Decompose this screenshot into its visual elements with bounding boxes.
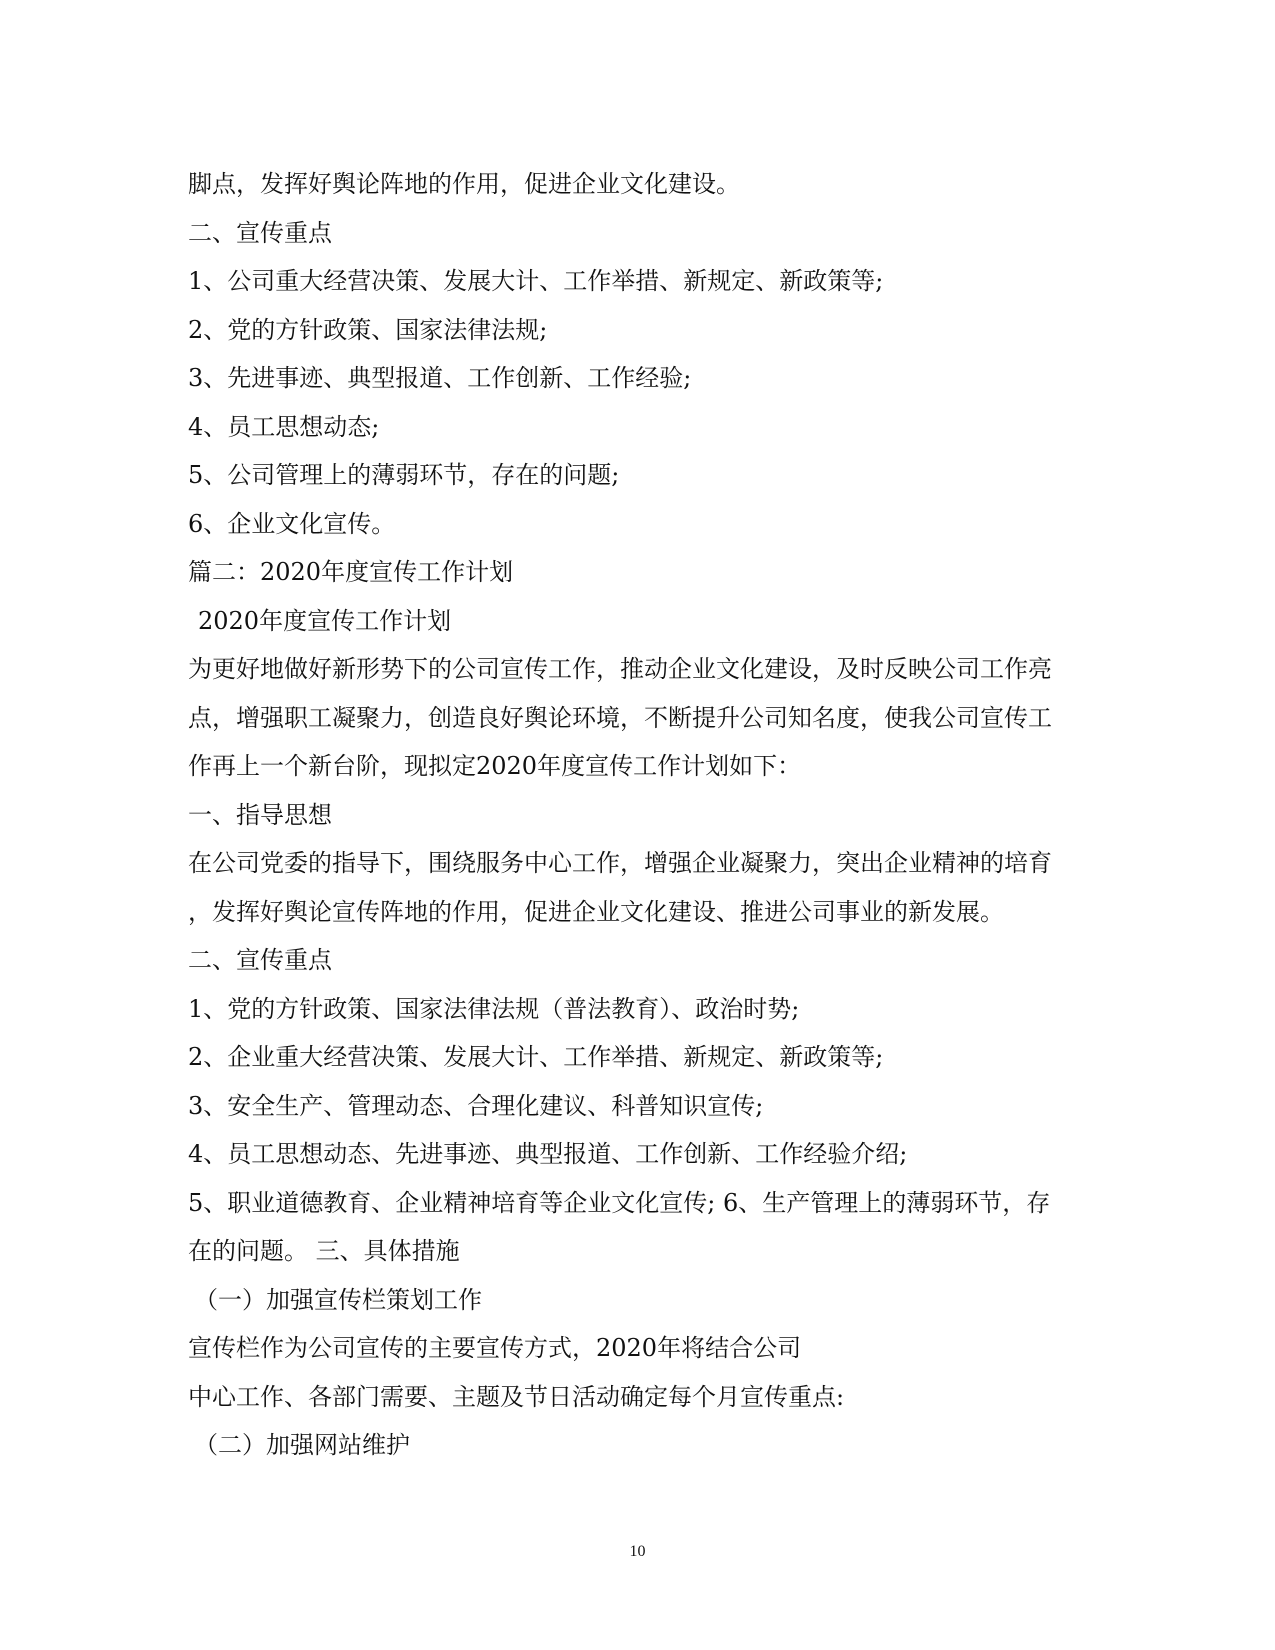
body-text-line: 中心工作、各部门需要、主题及节日活动确定每个月宣传重点: [188,1382,845,1411]
list-item: 2、党的方针政策、国家法律法规; [188,315,548,344]
list-item: 3、先进事迹、典型报道、工作创新、工作经验; [188,364,692,392]
body-text-line: 点，增强职工凝聚力，创造良好舆论环境，不断提升公司知名度，使我公司宣传工 [188,703,1052,732]
document-body [188,160,1088,1470]
body-text-line: 宣传栏作为公司宣传的主要宣传方式，2020年将结合公司 [188,1334,802,1362]
body-text-line: 脚点，发挥好舆论阵地的作用，促进企业文化建设。 [188,170,740,198]
list-item: 4、员工思想动态、先进事迹、典型报道、工作创新、工作经验介绍; [188,1140,908,1168]
subsection-heading: （一）加强宣传栏策划工作 [194,1285,482,1314]
list-item: 4、员工思想动态; [188,412,380,441]
list-item: 5、职业道德教育、企业精神培育等企业文化宣传; 6、生产管理上的薄弱环节，存 [188,1188,1051,1217]
section-heading: 一、指导思想 [188,800,332,829]
body-text-line: ，发挥好舆论宣传阵地的作用，促进企业文化建设、推进公司事业的新发展。 [188,897,1004,926]
list-item: 在的问题。 三、具体措施 [188,1237,460,1265]
section-heading: 二、宣传重点 [188,218,332,247]
list-item: 1、公司重大经营决策、发展大计、工作举措、新规定、新政策等; [188,267,884,295]
list-item: 3、安全生产、管理动态、合理化建议、科普知识宣传; [188,1091,764,1120]
body-text-line: 作再上一个新台阶，现拟定2020年度宣传工作计划如下： [188,752,802,780]
list-item: 2、企业重大经营决策、发展大计、工作举措、新规定、新政策等; [188,1043,884,1071]
body-text-line: 在公司党委的指导下，围绕服务中心工作，增强企业凝聚力，突出企业精神的培育 [188,849,1052,877]
subsection-heading: （二）加强网站维护 [194,1431,410,1459]
list-item: 1、党的方针政策、国家法律法规（普法教育）、政治时势; [188,994,800,1023]
list-item: 5、公司管理上的薄弱环节，存在的问题; [188,461,620,489]
document-title: 2020年度宣传工作计划 [198,606,452,635]
page-number: 10 [629,1543,646,1560]
section-heading: 二、宣传重点 [188,946,332,974]
body-text-line: 为更好地做好新形势下的公司宣传工作，推动企业文化建设，及时反映公司工作亮 [188,655,1052,683]
chapter-heading: 篇二：2020年度宣传工作计划 [188,558,514,586]
list-item: 6、企业文化宣传。 [188,509,396,538]
